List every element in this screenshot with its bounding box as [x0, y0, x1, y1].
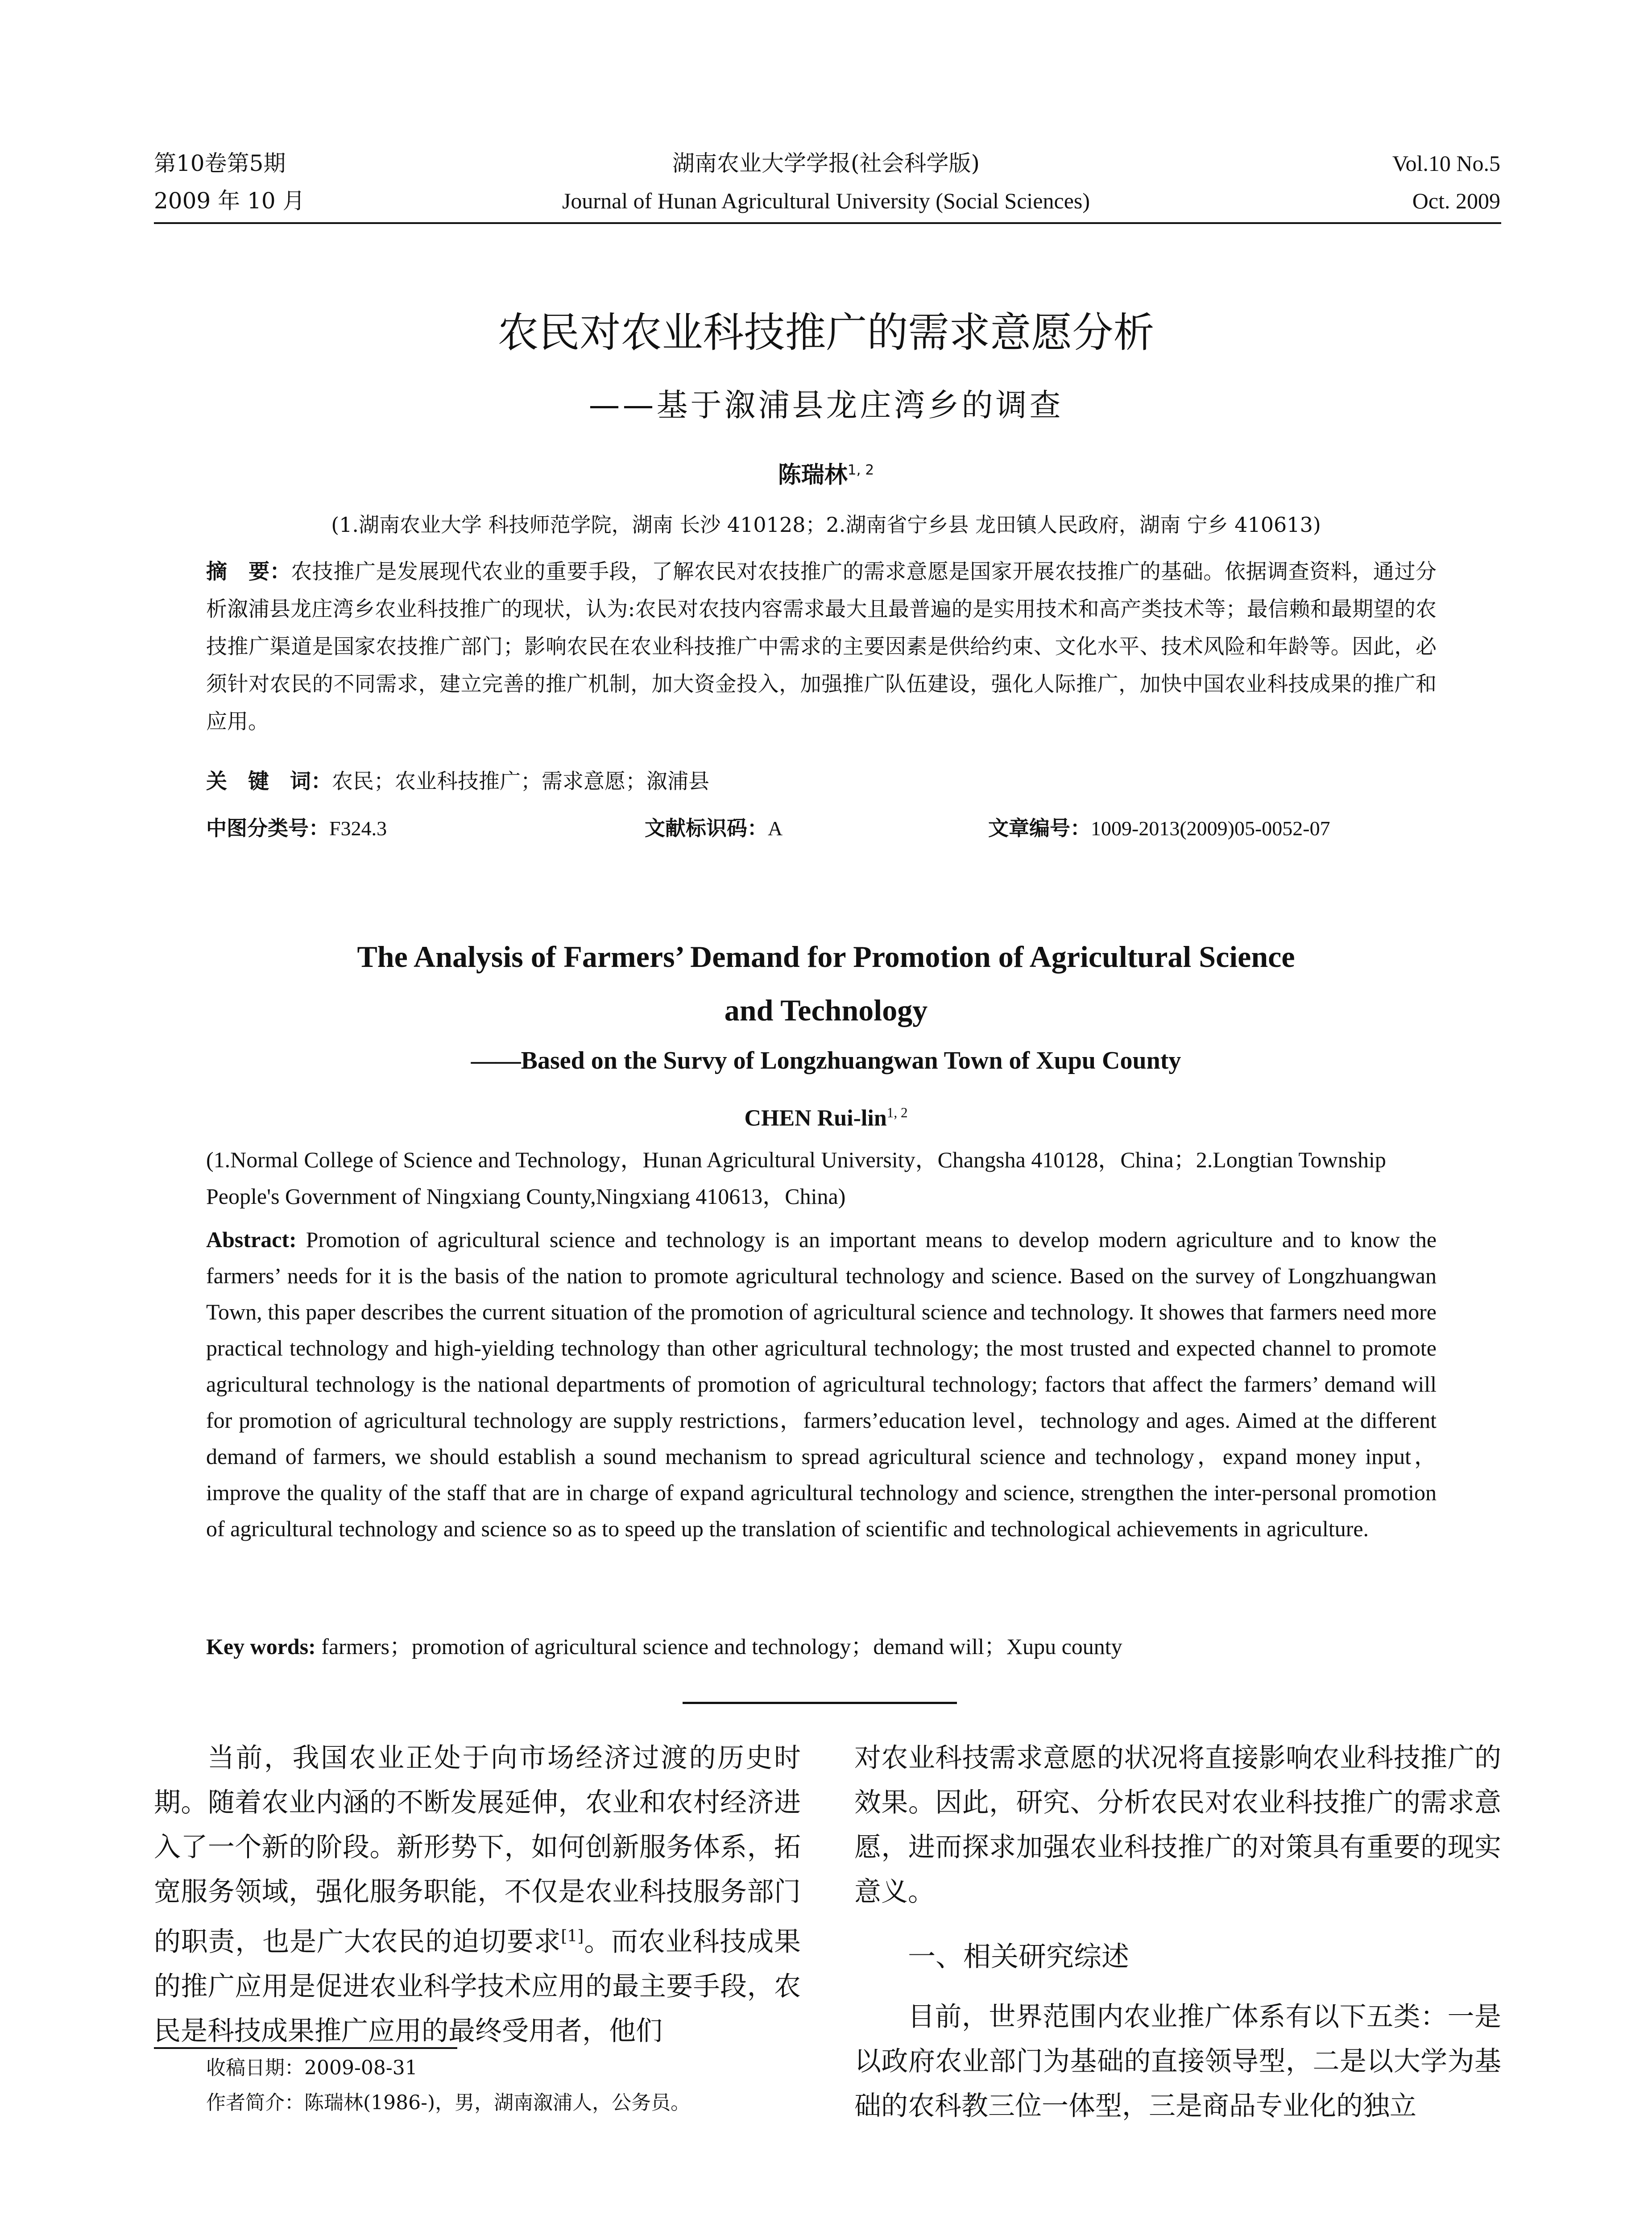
header-volume-cn: 第10卷第5期 — [154, 150, 286, 176]
article-number — [988, 812, 1330, 842]
header-rule — [154, 222, 1501, 224]
abstract-en-label: Abstract: — [206, 1227, 297, 1252]
footnote-received: 收稿日期：2009-08-31 — [206, 2057, 418, 2079]
footnote-author-bio: 作者简介：陈瑞林(1986-)，男，湖南溆浦人，公务员。 — [206, 2091, 691, 2114]
keywords-en-label: Key words: — [206, 1634, 316, 1659]
clc-label: 中图分类号： — [206, 816, 329, 840]
header-date-cn: 2009 年 10 月 — [154, 188, 305, 214]
author-name-cn: 陈瑞林 — [778, 462, 848, 489]
header-journal-cn: 湖南农业大学学报(社会科学版) — [672, 150, 980, 176]
author-en — [0, 1105, 1652, 1131]
author-affiliation-marks-en: 1, 2 — [886, 1105, 908, 1120]
section-divider — [683, 1702, 957, 1704]
article-number-label: 文章编号： — [988, 816, 1091, 840]
affiliation-cn: (1.湖南农业大学 科技师范学院，湖南 长沙 410128；2.湖南省宁乡县 龙田镇人民政府，湖南 宁乡 410613) — [331, 513, 1321, 537]
header-date-en: Oct. 2009 — [1412, 188, 1500, 213]
title-en-line-2: and Technology — [724, 993, 928, 1027]
document-code — [645, 812, 783, 842]
doc-code-label: 文献标识码： — [645, 816, 768, 840]
doc-code-value: A — [768, 817, 783, 840]
author-name-en: CHEN Rui-lin — [744, 1105, 887, 1131]
subtitle-en: ——Based on the Survy of Longzhuangwan Town of Xupu County — [471, 1047, 1181, 1074]
keywords-cn-label: 关 键 词： — [206, 769, 332, 794]
keywords-cn-text: 农民；农业科技推广；需求意愿；溆浦县 — [332, 769, 709, 794]
abstract-en-text: Promotion of agricultural science and technology is an important means to develop modern agriculture and to know the farmers’ needs for it is the basis of the nation to promote agricultural technology and science. Based on the survey of Longzhuangwan Town, this paper describes the current situation of the promotion of agricultural science and technology. It showes that farmers need more practical technology and high-yielding technology than other agricultural technology; the most trusted and expected channel to promote agricultural technology is the national departments of promotion of agricultural technology; factors that affect the farmers’ demand will for promotion of agricultural technology are supply restrictions，farmers’education level，technology and ages. Aimed at the different demand of farmers, we should establish a sound mechanism to spread agricultural science and technology，expand money input，improve the quality of the staff that are in charge of expand agricultural technology and science, strengthen the inter-personal promotion of agricultural technology and science so as to speed up the translation of scientific and technological achievements in agriculture. — [206, 1227, 1437, 1541]
keywords-en — [206, 1629, 1437, 1665]
section-heading-1: 一、相关研究综述 — [908, 1940, 1130, 1973]
abstract-cn — [206, 553, 1437, 741]
citation-1: [1] — [561, 1927, 584, 1945]
footnote-rule — [154, 2047, 457, 2049]
abstract-cn-label: 摘 要： — [206, 560, 291, 584]
keywords-en-text: farmers；promotion of agricultural science and technology；demand will；Xupu county — [321, 1634, 1122, 1659]
body-right-paragraph-1: 对农业科技需求意愿的状况将直接影响农业科技推广的效果。因此，研究、分析农民对农业科技推广的需求意愿，进而探求加强农业科技推广的对策具有重要的现实意义。 — [854, 1742, 1501, 1908]
abstract-cn-text: 农技推广是发展现代农业的重要手段，了解农民对农技推广的需求意愿是国家开展农技推广的基础。依据调查资料，通过分析溆浦县龙庄湾乡农业科技推广的现状，认为:农民对农技内容需求最大且最普遍的是实用技术和高产类技术等；最信赖和最期望的农技推广渠道是国家农技推广部门；影响农民在农业科技推广中需求的主要因素是供给约束、文化水平、技术风险和年龄等。因此，必须针对农民的不同需求，建立完善的推广机制，加大资金投入，加强推广队伍建设，强化人际推广，加快中国农业科技成果的推广和应用。 — [206, 560, 1437, 734]
body-left-text-cont: 。而农业科技成果的推广应用是促进农业科学技术应用的最主要手段，农民是科技成果推广应用的最终受用者，他们 — [154, 1926, 801, 2047]
body-left-text: 当前，我国农业正处于向市场经济过渡的历史时期。随着农业内涵的不断发展延伸，农业和农村经济进入了一个新的阶段。新形势下，如何创新服务体系，拓宽服务领域，强化服务职能，不仅是农业科技服务部门的职责，也是广大农民的迫切要求 — [154, 1742, 801, 1957]
author-cn — [0, 456, 1652, 489]
header-journal-en: Journal of Hunan Agricultural University (Social Sciences) — [562, 188, 1090, 213]
body-right-paragraph-2: 目前，世界范围内农业推广体系有以下五类：一是以政府农业部门为基础的直接领导型，二是以大学为基础的农科教三位一体型，三是商品专业化的独立 — [854, 2001, 1501, 2122]
header-volume-en: Vol.10 No.5 — [1392, 151, 1500, 176]
keywords-cn — [206, 763, 1437, 800]
body-left-paragraph — [154, 1736, 801, 2053]
subtitle-cn: ——基于溆浦县龙庄湾乡的调查 — [588, 387, 1064, 423]
title-en-line-1: The Analysis of Farmers’ Demand for Promotion of Agricultural Science — [357, 940, 1295, 974]
clc-value: F324.3 — [329, 817, 387, 840]
article-number-value: 1009-2013(2009)05-0052-07 — [1091, 817, 1330, 840]
abstract-en — [206, 1222, 1437, 1547]
clc-number — [206, 812, 387, 842]
title-cn: 农民对农业科技推广的需求意愿分析 — [497, 309, 1155, 357]
affiliation-en: (1.Normal College of Science and Technology，Hunan Agricultural University，Changsha 410128，China；2.Longtian Township People's Government of Ningxiang County,Ningxiang 410613，China) — [206, 1147, 1386, 1209]
author-affiliation-marks: 1, 2 — [847, 462, 874, 478]
